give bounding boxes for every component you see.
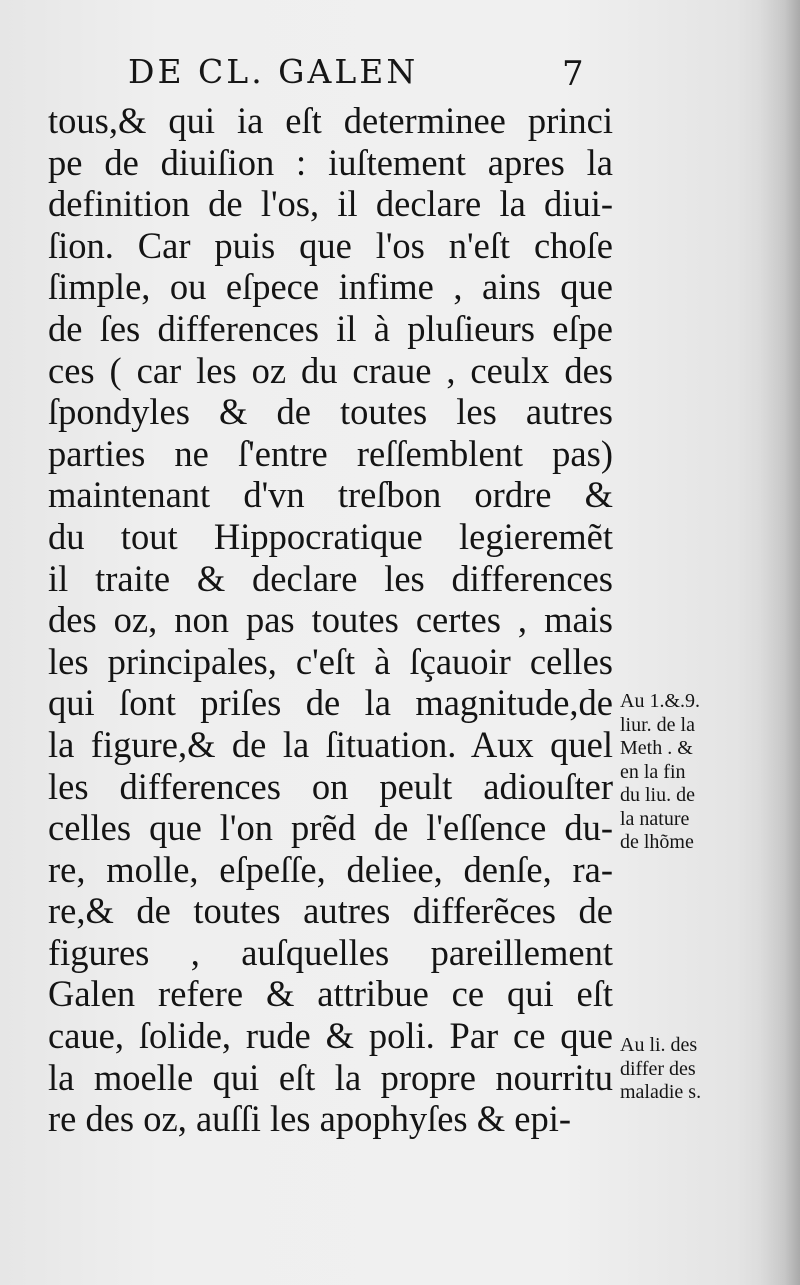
text-line: les differences on peult adiouſter: [48, 765, 613, 807]
page-edge-shadow: [760, 0, 800, 1285]
text-line: ſpondyles & de toutes les autres: [48, 391, 613, 433]
text-line: de ſes differences il à pluſieurs eſpe: [48, 307, 613, 349]
page-number: 7: [562, 54, 584, 94]
text-line: du tout Hippocratique legieremẽt: [48, 515, 613, 557]
text-line: maintenant d'vn treſbon ordre &: [48, 474, 613, 516]
main-text-block: [48, 100, 618, 1140]
text-line: la moelle qui eſt la propre nourritu: [48, 1056, 613, 1098]
margin-note-line: Au 1.&.9.: [620, 690, 700, 712]
margin-note-line: maladie s.: [620, 1081, 702, 1103]
text-line: des oz, non pas toutes certes , mais: [48, 599, 613, 641]
text-line: celles que l'on prẽd de l'eſſence du-: [48, 807, 613, 849]
text-line: ſion. Car puis que l'os n'eſt choſe: [48, 224, 613, 266]
text-line: ſimple, ou eſpece infime , ains que: [48, 266, 613, 308]
text-line: Galen refere & attribue ce qui eſt: [48, 973, 613, 1015]
margin-note-line: du liu. de: [620, 784, 695, 806]
text-line: pe de diuiſion : iuſtement apres la: [48, 141, 613, 183]
margin-note-line: Meth . &: [620, 737, 693, 759]
running-title: DE CL. GALEN: [128, 52, 419, 91]
margin-note: [620, 690, 700, 855]
margin-note-line: de lhõme: [620, 831, 694, 853]
text-line: parties ne ſ'entre reſſemblent pas): [48, 432, 613, 474]
text-line: les principales, c'eſt à ſçauoir celles: [48, 640, 613, 682]
text-line: re,& de toutes autres differẽces de: [48, 890, 613, 932]
margin-note-line: Au li. des: [620, 1034, 698, 1056]
margin-note-line: liur. de la: [620, 713, 695, 736]
text-line: caue, ſolide, rude & poli. Par ce que: [48, 1015, 613, 1057]
margin-note-line: en la fin: [620, 760, 686, 783]
text-line: re des oz, auſſi les apophyſes & epi-: [48, 1098, 572, 1140]
margin-note-line: differ des: [620, 1057, 696, 1080]
text-line: la figure,& de la ſituation. Aux quel: [48, 723, 613, 765]
text-line: ces ( car les oz du craue , ceulx des: [48, 349, 613, 391]
text-line: il traite & declare les differences: [48, 557, 613, 599]
text-line: tous,& qui ia eſt determinee princi: [48, 100, 613, 141]
text-line: figures , auſquelles pareillement: [48, 931, 613, 973]
text-line: definition de l'os, il declare la diui-: [48, 183, 613, 225]
margin-note: [620, 1034, 701, 1105]
text-line: qui ſont priſes de la magnitude,de: [48, 682, 613, 724]
text-line: re, molle, eſpeſſe, deliee, denſe, ra-: [48, 848, 613, 890]
margin-note-line: la nature: [620, 807, 690, 830]
